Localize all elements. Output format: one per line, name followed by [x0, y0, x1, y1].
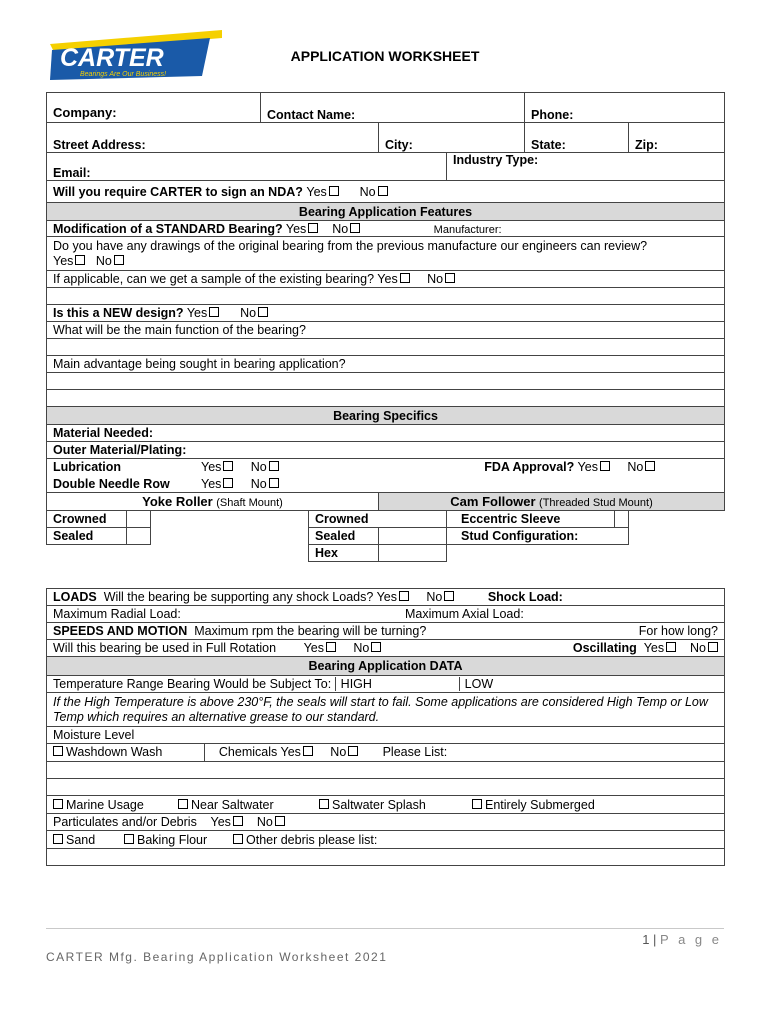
fda-approval-label: FDA Approval? — [484, 460, 575, 475]
double-needle-no-checkbox[interactable] — [269, 478, 279, 488]
loads-row: LOADS Will the bearing be supporting any shock Loads? Yes No Shock Load: — [47, 589, 725, 606]
lubrication-row: Lubrication Yes No FDA Approval? Yes No — [47, 459, 725, 476]
city-field[interactable]: City: — [379, 123, 525, 153]
particulates-yes-checkbox[interactable] — [233, 816, 243, 826]
advantage-question: Main advantage being sought in bearing application? — [47, 356, 725, 373]
max-radial-load-label: Maximum Radial Load: — [53, 607, 181, 621]
svg-text:CARTER: CARTER — [60, 44, 164, 72]
state-field[interactable]: State: — [525, 123, 629, 153]
industry-type-field[interactable]: Industry Type: — [447, 153, 725, 181]
nda-question: Will you require CARTER to sign an NDA? Yes No — [47, 181, 725, 203]
fda-no-checkbox[interactable] — [645, 461, 655, 471]
features-header: Bearing Application Features — [47, 203, 725, 221]
entirely-submerged-checkbox[interactable] — [472, 799, 482, 809]
nda-yes-checkbox[interactable] — [329, 186, 339, 196]
moisture-level-label: Moisture Level — [47, 727, 725, 744]
contact-name-field[interactable]: Contact Name: — [261, 93, 525, 123]
street-address-field[interactable]: Street Address: — [47, 123, 379, 153]
svg-text:Bearings Are Our Business!: Bearings Are Our Business! — [80, 71, 167, 78]
outer-material-field[interactable]: Outer Material/Plating: — [47, 442, 725, 459]
lubrication-no-checkbox[interactable] — [269, 461, 279, 471]
chemicals-no-checkbox[interactable] — [348, 746, 358, 756]
oscillating-label: Oscillating — [572, 641, 637, 655]
other-debris-answer[interactable] — [47, 849, 725, 866]
oscillating-no-checkbox[interactable] — [708, 642, 718, 652]
marine-row: Marine Usage Near Saltwater Saltwater Splash Entirely Submerged — [47, 796, 725, 814]
double-needle-row: Double Needle Row Yes No — [47, 476, 725, 493]
page-title: APPLICATION WORKSHEET — [290, 48, 480, 64]
eccentric-sleeve-label: Eccentric Sleeve — [447, 511, 615, 528]
main-function-question: What will be the main function of the bearing? — [47, 322, 725, 339]
debris-row: Sand Baking Flour Other debris please list: — [47, 831, 725, 849]
cam-hex-box[interactable] — [379, 545, 447, 562]
yoke-roller-header: Yoke Roller (Shaft Mount) — [47, 493, 379, 511]
app-data-header: Bearing Application DATA — [47, 657, 725, 676]
phone-field[interactable]: Phone: — [525, 93, 725, 123]
advantage-answer[interactable] — [47, 373, 725, 390]
company-field[interactable]: Company: — [47, 93, 261, 123]
cam-sealed-box[interactable] — [379, 528, 447, 545]
nda-no-checkbox[interactable] — [378, 186, 388, 196]
marine-usage-checkbox[interactable] — [53, 799, 63, 809]
sample-question: If applicable, can we get a sample of the existing bearing? Yes No — [47, 271, 725, 288]
cam-sealed-label: Sealed — [309, 528, 379, 545]
main-function-answer[interactable] — [47, 339, 725, 356]
shock-load-label: Shock Load: — [487, 590, 563, 604]
email-field[interactable]: Email: — [47, 153, 447, 181]
other-debris-checkbox[interactable] — [233, 834, 243, 844]
oscillating-yes-checkbox[interactable] — [666, 642, 676, 652]
modification-yes-checkbox[interactable] — [308, 223, 318, 233]
worksheet-main-table — [46, 92, 725, 562]
sand-checkbox[interactable] — [53, 834, 63, 844]
washdown-checkbox[interactable] — [53, 746, 63, 756]
blank-row[interactable] — [47, 390, 725, 407]
yoke-sealed-label: Sealed — [47, 528, 127, 545]
max-load-row[interactable] — [47, 606, 725, 623]
zip-field[interactable]: Zip: — [629, 123, 725, 153]
cam-hex-label: Hex — [309, 545, 379, 562]
yoke-crowned-box[interactable] — [127, 511, 151, 528]
eccentric-sleeve-box[interactable] — [615, 511, 629, 528]
double-needle-yes-checkbox[interactable] — [223, 478, 233, 488]
full-rotation-no-checkbox[interactable] — [371, 642, 381, 652]
new-design-yes-checkbox[interactable] — [209, 307, 219, 317]
yoke-crowned-label: Crowned — [47, 511, 127, 528]
new-design-no-checkbox[interactable] — [258, 307, 268, 317]
blank-row[interactable] — [47, 779, 725, 796]
shock-loads-no-checkbox[interactable] — [444, 591, 454, 601]
rotation-row: Will this bearing be used in Full Rotation Yes No Oscillating Yes No — [47, 640, 725, 657]
cam-crowned-label: Crowned — [309, 511, 447, 528]
particulates-no-checkbox[interactable] — [275, 816, 285, 826]
speeds-row[interactable]: SPEEDS AND MOTION Maximum rpm the bearing will be turning? For how long? — [47, 623, 725, 640]
max-axial-load-label: Maximum Axial Load: — [405, 607, 524, 621]
new-design-question: Is this a NEW design? Yes No — [47, 305, 725, 322]
drawings-no-checkbox[interactable] — [114, 255, 124, 265]
washdown-row: Washdown Wash Chemicals Yes No Please List: — [47, 744, 725, 762]
lubrication-yes-checkbox[interactable] — [223, 461, 233, 471]
yoke-sealed-box[interactable] — [127, 528, 151, 545]
temperature-row: Temperature Range Bearing Would be Subject To: HIGH LOW — [47, 676, 725, 693]
manufacturer-label: Manufacturer: — [433, 223, 502, 236]
modification-row: Modification of a STANDARD Bearing? Yes No Manufacturer: — [47, 221, 725, 237]
material-needed-field[interactable]: Material Needed: — [47, 425, 725, 442]
temperature-note: If the High Temperature is above 230°F, the seals will start to fail. Some applications are considered High Temp or Low Temp which requires an alternative grease to our standard. — [47, 693, 725, 727]
drawings-question: Do you have any drawings of the original bearing from the previous manufacture our engineers can review? Yes No — [47, 237, 725, 271]
loads-data-table — [46, 588, 725, 866]
particulates-row: Particulates and/or Debris Yes No — [47, 814, 725, 831]
cam-follower-header: Cam Follower (Threaded Stud Mount) — [379, 493, 725, 511]
stud-configuration-label: Stud Configuration: — [447, 528, 629, 545]
for-how-long-label: For how long? — [638, 624, 718, 638]
fda-yes-checkbox[interactable] — [600, 461, 610, 471]
blank-row[interactable] — [47, 288, 725, 305]
saltwater-splash-checkbox[interactable] — [319, 799, 329, 809]
baking-flour-checkbox[interactable] — [124, 834, 134, 844]
footer-divider — [46, 928, 724, 929]
please-list-label: Please List: — [382, 745, 448, 759]
sample-no-checkbox[interactable] — [445, 273, 455, 283]
low-temp-field[interactable]: LOW — [459, 677, 615, 691]
near-saltwater-checkbox[interactable] — [178, 799, 188, 809]
footer-text: CARTER Mfg. Bearing Application Worksheet 2021 — [46, 950, 388, 964]
page-number: 1 | P a g e — [642, 932, 722, 947]
drawings-yes-checkbox[interactable] — [75, 255, 85, 265]
chemicals-yes-checkbox[interactable] — [303, 746, 313, 756]
sample-yes-checkbox[interactable] — [400, 273, 410, 283]
chemicals-list-answer[interactable] — [47, 762, 725, 779]
modification-no-checkbox[interactable] — [350, 223, 360, 233]
specifics-header: Bearing Specifics — [47, 407, 725, 425]
shock-loads-yes-checkbox[interactable] — [399, 591, 409, 601]
full-rotation-yes-checkbox[interactable] — [326, 642, 336, 652]
high-temp-field[interactable]: HIGH — [335, 677, 459, 691]
